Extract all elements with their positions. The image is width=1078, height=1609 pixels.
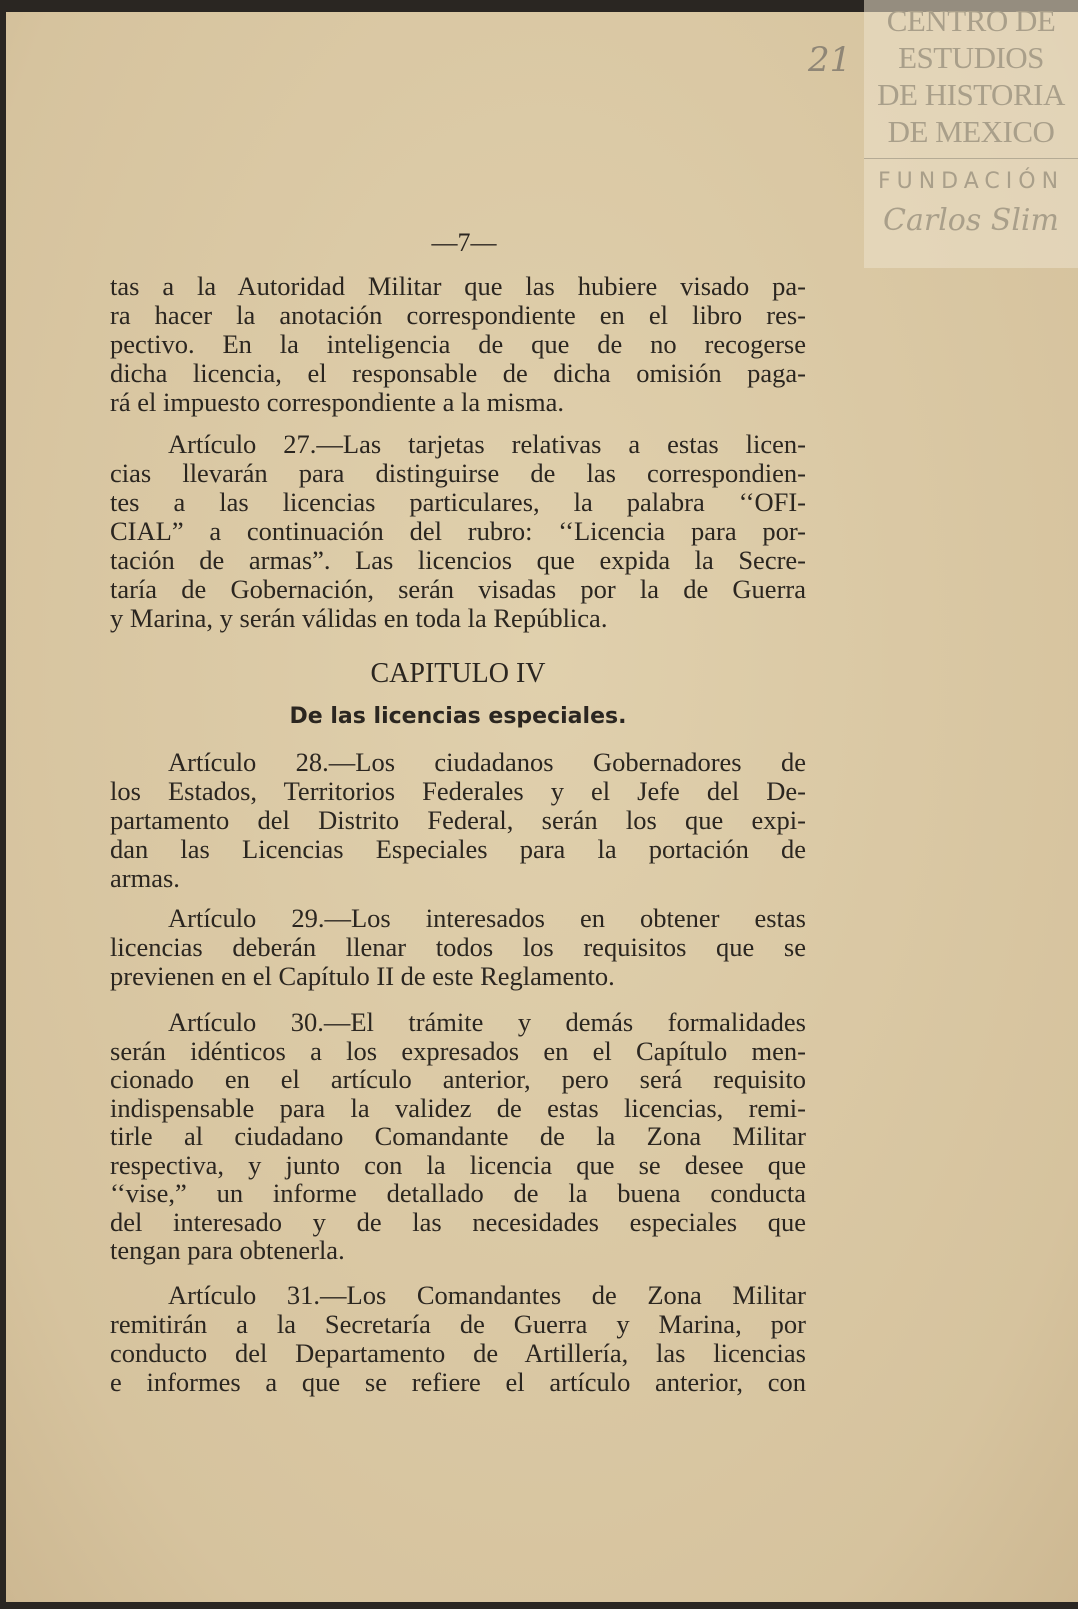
paragraph xyxy=(110,1281,806,1397)
text-line: ‘‘vise,” un informe detallado de la buena conducta xyxy=(110,1178,806,1208)
text-line: Artículo 29.—Los interesados en obtener estas xyxy=(168,903,806,933)
text-line: tas a la Autoridad Militar que las hubiere visado pa- xyxy=(110,271,806,301)
watermark-divider xyxy=(864,158,1078,159)
text-line: tación de armas”. Las licencios que expida la Secre- xyxy=(110,545,806,575)
text-line: respectiva, y junto con la licencia que se desee que xyxy=(110,1149,806,1180)
page-number: —7— xyxy=(431,228,497,257)
text-line: conducto del Departamento de Artillería, las licencias xyxy=(110,1338,806,1368)
text-line: armas. xyxy=(110,863,180,893)
paragraph xyxy=(110,430,806,633)
text-line: del interesado y de las necesidades especiales que xyxy=(110,1206,806,1237)
text-line: Artículo 31.—Los Comandantes de Zona Militar xyxy=(168,1280,806,1310)
text-line: cionado en el artículo anterior, pero será requisito xyxy=(110,1064,806,1094)
text-line: Artículo 30.—El trámite y demás formalidades xyxy=(168,1007,806,1037)
text-line: tengan para obtenerla. xyxy=(110,1235,345,1265)
text-line: serán idénticos a los expresados en el Capítulo men- xyxy=(110,1035,806,1066)
paragraph xyxy=(110,272,806,417)
text-line: indispensable para la validez de estas licencias, remi- xyxy=(110,1092,806,1123)
text-line: taría de Gobernación, serán visadas por la de Guerra xyxy=(110,574,806,604)
paragraph xyxy=(110,748,806,893)
paragraph xyxy=(110,904,806,991)
text-line: Artículo 27.—Las tarjetas relativas a estas licen- xyxy=(168,429,806,459)
text-line: CIAL” a continuación del rubro: ‘‘Licencia para por- xyxy=(110,516,806,546)
text-line: tirle al ciudadano Comandante de la Zona Militar xyxy=(110,1121,806,1151)
text-line: e informes a que se refiere el artículo anterior, con xyxy=(110,1367,806,1397)
watermark-line: ESTUDIOS xyxy=(898,40,1044,75)
text-line: dicha licencia, el responsable de dicha omisión paga- xyxy=(110,358,806,388)
text-line: dan las Licencias Especiales para la portación de xyxy=(110,834,806,864)
text-line: partamento del Distrito Federal, serán los que expi- xyxy=(110,805,806,835)
text-line: cias llevarán para distinguirse de las correspondien- xyxy=(110,458,806,488)
text-line: rá el impuesto correspondiente a la misma. xyxy=(110,387,565,417)
paragraph xyxy=(110,1008,806,1265)
watermark-signature: Carlos Slim xyxy=(883,203,1059,238)
text-line: los Estados, Territorios Federales y el Jefe del De- xyxy=(110,776,806,806)
watermark-line: CENTRO DE xyxy=(886,3,1056,38)
text-line: tes a las licencias particulares, la palabra ‘‘OFI- xyxy=(110,487,806,517)
text-line: licencias deberán llenar todos los requisitos que se xyxy=(110,932,806,962)
watermark-line: DE MEXICO xyxy=(887,114,1055,149)
watermark-foundation: FUNDACIÓN xyxy=(877,169,1065,194)
text-line: y Marina, y serán válidas en toda la República. xyxy=(110,603,608,633)
watermark-institution xyxy=(864,0,1078,150)
chapter-title: CAPITULO IV xyxy=(370,658,546,689)
text-line: previenen en el Capítulo II de este Reglamento. xyxy=(110,961,615,991)
text-line: remitirán a la Secretaría de Guerra y Marina, por xyxy=(110,1309,806,1339)
text-line: pectivo. En la inteligencia de que de no recogerse xyxy=(110,329,806,359)
handwritten-page-note: 21 xyxy=(808,40,852,80)
watermark-line: DE HISTORIA xyxy=(877,77,1065,112)
text-line: Artículo 28.—Los ciudadanos Gobernadores de xyxy=(168,747,806,777)
text-line: ra hacer la anotación correspondiente en el libro res- xyxy=(110,300,806,330)
chapter-subtitle: De las licencias especiales. xyxy=(289,704,627,729)
